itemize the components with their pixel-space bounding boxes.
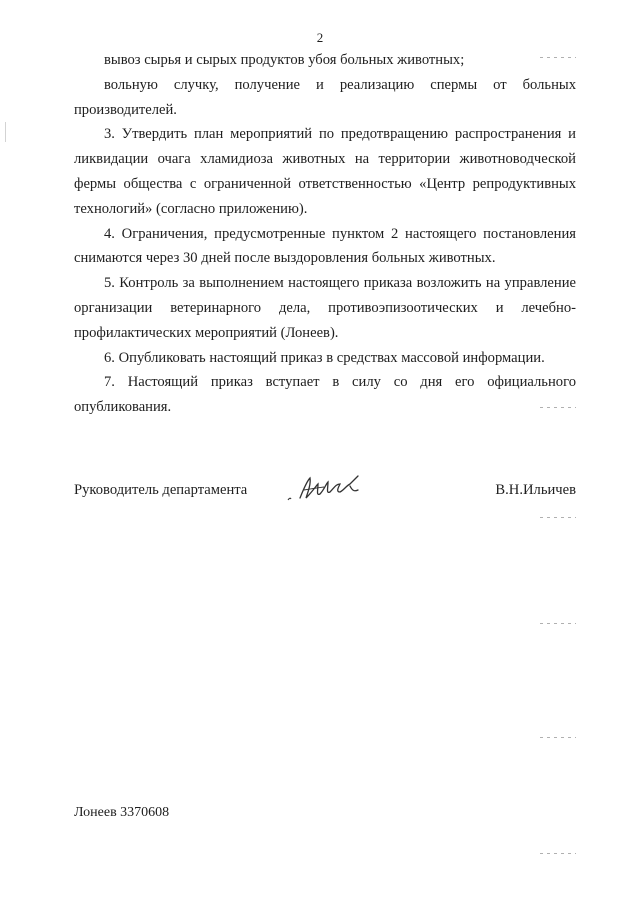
paragraph-item-7: 7. Настоящий приказ вступает в силу со дня его официального опубликования. <box>74 374 576 416</box>
scan-artifact <box>540 406 576 408</box>
signatory-position: Руководитель департамента <box>74 482 248 498</box>
scan-artifact <box>4 122 7 124</box>
document-body <box>74 48 576 420</box>
page-number: 2 <box>316 30 324 45</box>
scan-artifact <box>540 516 576 518</box>
signatory-name: В.Н.Ильичев <box>495 482 576 498</box>
paragraph-item-3: 3. Утвердить план мероприятий по предотвращению распространения и ликвидации очага хламидиоза животных на территории животноводческой фермы общества с ограниченной ответственностью «Центр репродуктивных технологий» (согласно приложению). <box>74 126 576 217</box>
paragraph-item-4: 4. Ограничения, предусмотренные пунктом 2 настоящего постановления снимаются через 30 дней после выздоровления больных животных. <box>74 225 576 267</box>
scan-artifact <box>540 736 576 738</box>
scan-artifact <box>540 852 576 854</box>
paragraph-free-mating: вольную случку, получение и реализацию спермы от больных производителей. <box>74 76 576 118</box>
scan-artifact <box>540 622 576 624</box>
executor-contact: Лонеев 3370608 <box>74 805 170 820</box>
handwritten-signature <box>280 470 380 506</box>
paragraph-item-6: 6. Опубликовать настоящий приказ в средствах массовой информации. <box>104 349 545 366</box>
paragraph-livestock-products: вывоз сырья и сырых продуктов убоя больных животных; <box>104 52 465 68</box>
scan-artifact <box>540 56 576 58</box>
paragraph-item-5: 5. Контроль за выполнением настоящего приказа возложить на управление организации ветеринарного дела, противоэпизоотических и лечебно-профилактических мероприятий (Лонеев). <box>74 275 576 341</box>
signature-block <box>74 470 576 510</box>
